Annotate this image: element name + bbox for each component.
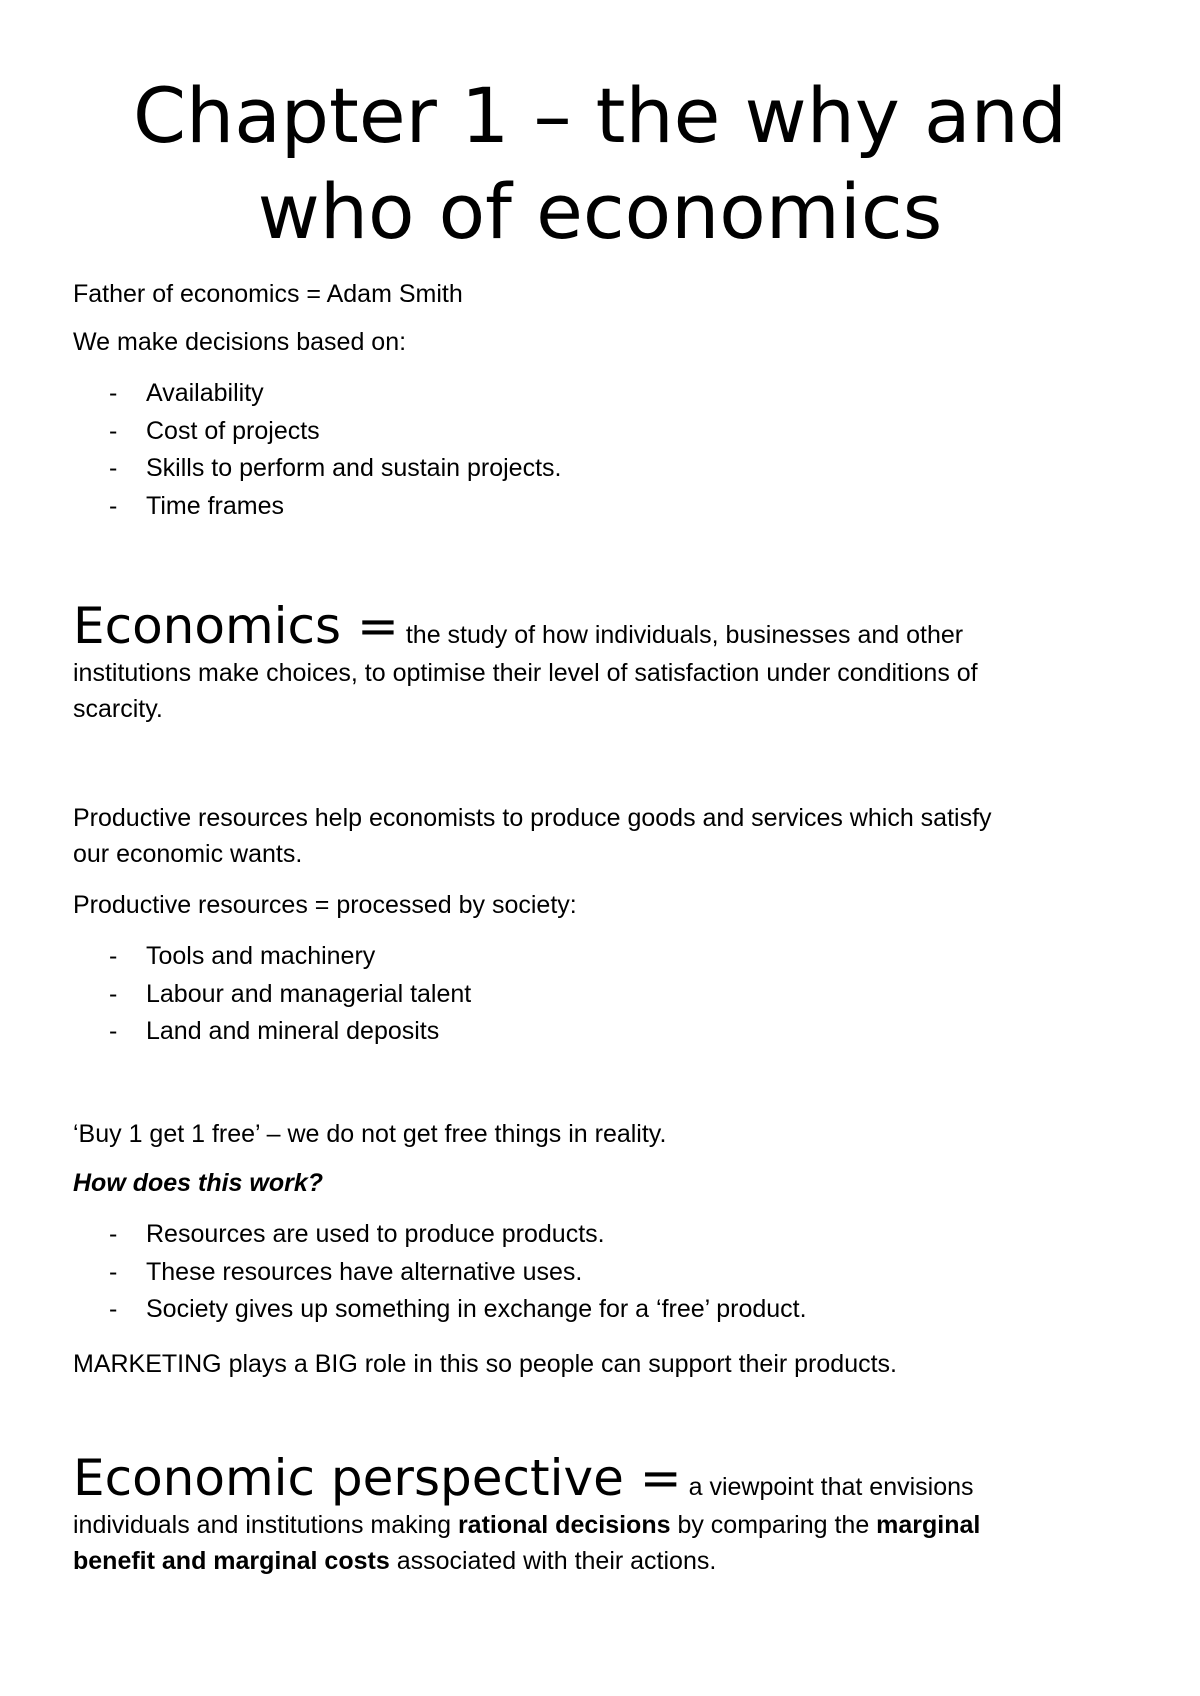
bullet-dash: - bbox=[109, 416, 118, 445]
perspective-definition-first-line bbox=[73, 1449, 1133, 1507]
buy-one-get-one-free: ‘Buy 1 get 1 free’ – we do not get free things in reality. bbox=[73, 1120, 667, 1148]
list-item bbox=[73, 938, 1123, 976]
economics-definition-start: the study of how individuals, businesses and other bbox=[405, 621, 964, 649]
bullet-dash: - bbox=[109, 454, 118, 482]
how-it-works-list bbox=[73, 1216, 1123, 1329]
economics-definition-line-3: scarcity. bbox=[73, 695, 163, 723]
list-item-text: These resources have alternative uses. bbox=[146, 1257, 583, 1286]
title-line-1: Chapter 1 – the why and bbox=[132, 71, 1067, 160]
list-item-text: Tools and machinery bbox=[146, 942, 376, 970]
list-item bbox=[73, 1013, 1123, 1051]
bullet-dash: - bbox=[109, 491, 118, 520]
list-item bbox=[73, 1254, 1123, 1292]
list-item bbox=[73, 1216, 1123, 1254]
economics-term: Economics = bbox=[73, 597, 399, 655]
list-item bbox=[73, 976, 1123, 1014]
list-item-text: Labour and managerial talent bbox=[146, 979, 472, 1008]
title-line-2: who of economics bbox=[257, 167, 943, 256]
list-item-text: Skills to perform and sustain projects. bbox=[146, 454, 562, 482]
marginal-benefit-cost-emphasis: benefit and marginal costs bbox=[73, 1547, 390, 1575]
perspective-definition-start: a viewpoint that envisions bbox=[688, 1473, 974, 1501]
productive-paragraph-line-2: our economic wants. bbox=[73, 840, 303, 868]
text-run: associated with their actions. bbox=[389, 1547, 717, 1575]
productive-resources-list bbox=[73, 938, 1123, 1051]
bullet-dash: - bbox=[109, 1257, 118, 1286]
economic-perspective-term: Economic perspective = bbox=[73, 1449, 682, 1507]
bullet-dash: - bbox=[109, 1017, 118, 1045]
list-item-text: Land and mineral deposits bbox=[146, 1017, 440, 1045]
bullet-dash: - bbox=[109, 1220, 118, 1248]
productive-resources-paragraph bbox=[73, 800, 1123, 872]
economics-definition-first-line bbox=[73, 597, 1133, 655]
productive-paragraph-line-1: Productive resources help economists to produce goods and services which satisfy bbox=[73, 804, 992, 832]
bullet-dash: - bbox=[109, 379, 118, 407]
economics-definition-line-2: institutions make choices, to optimise their level of satisfaction under conditions of bbox=[73, 659, 978, 687]
economics-definition bbox=[73, 597, 1133, 727]
list-item bbox=[73, 413, 1123, 451]
list-item-text: Availability bbox=[146, 379, 264, 407]
list-item-text: Time frames bbox=[146, 491, 284, 520]
productive-resources-intro: Productive resources = processed by society: bbox=[73, 891, 577, 919]
how-does-this-work-heading: How does this work? bbox=[73, 1169, 324, 1197]
list-item bbox=[73, 488, 1123, 526]
list-item bbox=[73, 450, 1123, 488]
bullet-dash: - bbox=[109, 1295, 118, 1323]
decisions-list bbox=[73, 375, 1123, 525]
list-item-text: Society gives up something in exchange for a ‘free’ product. bbox=[146, 1295, 807, 1323]
decisions-intro: We make decisions based on: bbox=[73, 328, 407, 356]
text-run: by comparing the bbox=[670, 1511, 877, 1539]
bullet-dash: - bbox=[109, 942, 118, 970]
list-item-text: Cost of projects bbox=[146, 416, 320, 445]
list-item bbox=[73, 1291, 1123, 1329]
father-of-economics: Father of economics = Adam Smith bbox=[73, 280, 463, 308]
marketing-note: MARKETING plays a BIG role in this so people can support their products. bbox=[73, 1350, 897, 1378]
rational-decisions-emphasis: rational decisions bbox=[457, 1511, 671, 1539]
perspective-definition-line-3 bbox=[73, 1543, 1133, 1579]
list-item bbox=[73, 375, 1123, 413]
page-title bbox=[0, 68, 1200, 260]
economic-perspective-definition bbox=[73, 1449, 1133, 1579]
marginal-emphasis: marginal bbox=[876, 1511, 981, 1539]
bullet-dash: - bbox=[109, 979, 118, 1008]
text-run: individuals and institutions making bbox=[73, 1511, 458, 1539]
perspective-definition-line-2 bbox=[73, 1507, 1133, 1543]
list-item-text: Resources are used to produce products. bbox=[146, 1220, 605, 1248]
